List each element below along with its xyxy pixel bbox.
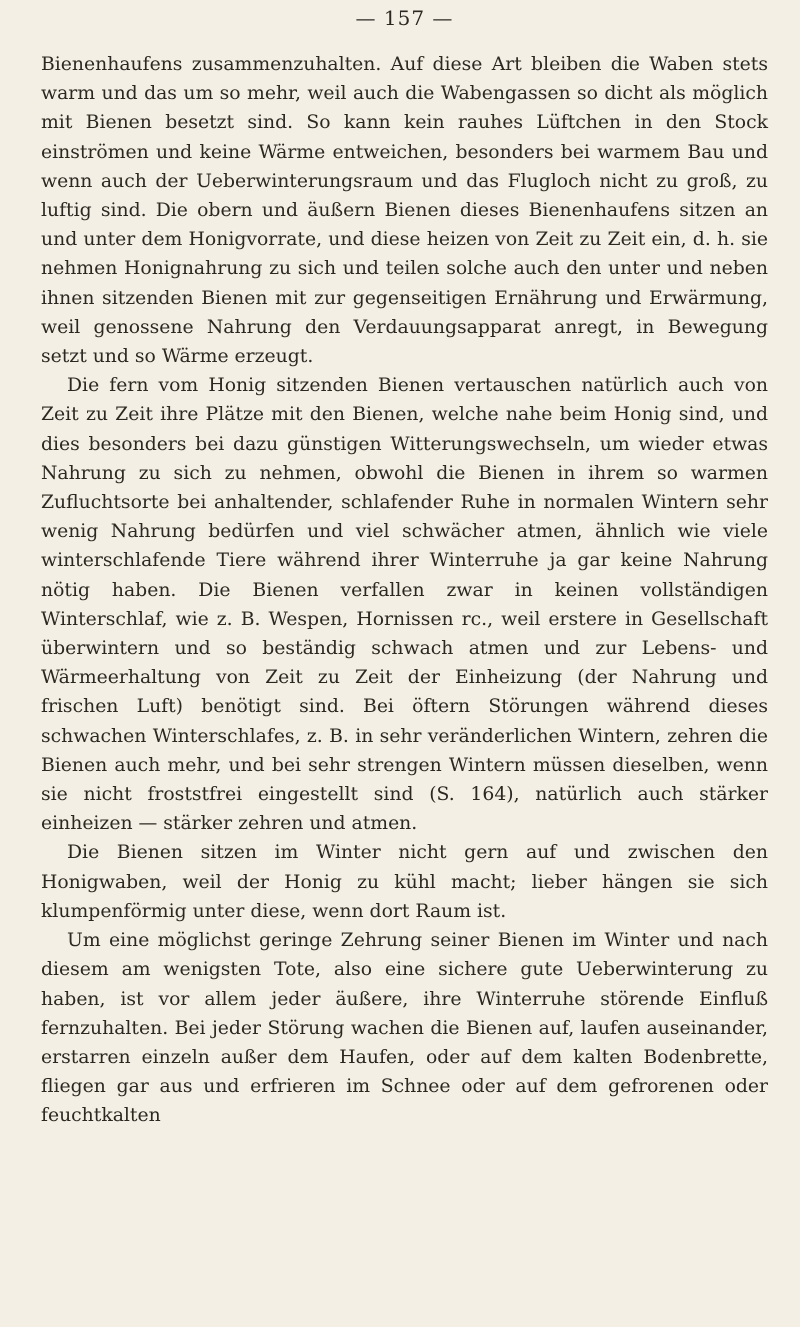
paragraph-2: Die fern vom Honig sitzenden Bienen vertauschen natürlich auch von Zeit zu Zeit ihre Plätze mit den Bienen, welche nahe beim Honig sind, und dies besonders bei dazu günstigen Witterungswechseln, um wieder etwas Nahrung zu sich zu nehmen, obwohl die Bienen in ihrem so warmen Zufluchtsorte bei anhaltender, schlafender Ruhe in normalen Wintern sehr wenig Nahrung bedürfen und viel schwächer atmen, ähnlich wie viele winterschlafende Tiere während ihrer Winterruhe ja gar keine Nahrung nötig haben. Die Bienen verfallen zwar in keinen vollständigen Winterschlaf, wie z. B. Wespen, Hornissen rc., weil erstere in Gesellschaft überwintern und so beständig schwach atmen und zur Lebens- und Wärmeerhaltung von Zeit zu Zeit der Einheizung (der Nahrung und frischen Luft) benötigt sind. Bei öftern Störungen während dieses schwachen Winterschlafes, z. B. in sehr veränderlichen Wintern, zehren die Bienen auch mehr, und bei sehr strengen Wintern müssen dieselben, wenn sie nicht froststfrei eingestellt sind (S. 164), natürlich auch stärker einheizen — stärker zehren und atmen. <box>41 375 768 835</box>
paragraph-3: Die Bienen sitzen im Winter nicht gern auf und zwischen den Honigwaben, weil der Honig zu kühl macht; lieber hängen sie sich klumpenförmig unter diese, wenn dort Raum ist. <box>41 842 768 922</box>
page-number: — 157 — <box>355 6 454 30</box>
paragraph-4: Um eine möglichst geringe Zehrung seiner Bienen im Winter und nach diesem am wenigsten Tote, also eine sichere gute Ueberwinterung zu haben, ist vor allem jeder äußere, ihre Winterruhe störende Einfluß fernzuhalten. Bei jeder Störung wachen die Bienen auf, laufen auseinander, erstarren einzeln außer dem Haufen, oder auf dem kalten Bodenbrette, fliegen gar aus und erfrieren im Schnee oder auf dem gefrorenen oder feuchtkalten <box>41 930 768 1127</box>
body-text <box>41 50 768 1131</box>
paragraph-1: Bienenhaufens zusammenzuhalten. Auf diese Art bleiben die Waben stets warm und das um so mehr, weil auch die Wabengassen so dicht als möglich mit Bienen besetzt sind. So kann kein rauhes Lüftchen in den Stock einströmen und keine Wärme entweichen, besonders bei warmem Bau und wenn auch der Ueberwinterungsraum und das Flugloch nicht zu groß, zu luftig sind. Die obern und äußern Bienen dieses Bienenhaufens sitzen an und unter dem Honigvorrate, und diese heizen von Zeit zu Zeit ein, d. h. sie nehmen Honignahrung zu sich und teilen solche auch den unter und neben ihnen sitzenden Bienen mit zur gegenseitigen Ernährung und Erwärmung, weil genossene Nahrung den Verdauungsapparat anregt, in Bewegung setzt und so Wärme erzeugt. <box>41 54 768 368</box>
